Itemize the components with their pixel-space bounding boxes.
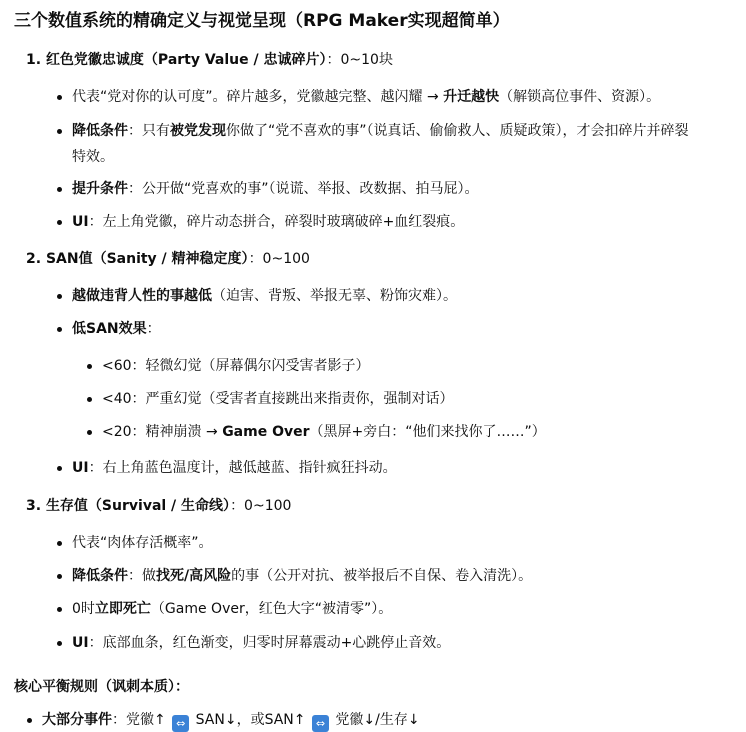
bullet-dot bbox=[57, 187, 62, 192]
item-text: 党徽↓/生存↓ bbox=[335, 712, 420, 728]
section-number: 3. bbox=[26, 498, 42, 514]
sub-list-item: <60：轻微幻觉（屏幕偶尔闪受害者影子） bbox=[102, 358, 370, 374]
bullet-dot bbox=[57, 95, 62, 100]
item-emphasis: 找死/高风险 bbox=[156, 568, 232, 584]
list-item bbox=[72, 212, 464, 232]
bullet-dot bbox=[57, 607, 62, 612]
section-title: SAN值（Sanity / 精神稳定度） bbox=[45, 251, 249, 267]
section-number: 1. bbox=[26, 52, 42, 68]
list-item bbox=[42, 710, 420, 732]
bullet-dot bbox=[57, 641, 62, 646]
section-heading-party-value bbox=[26, 50, 393, 70]
item-label: UI bbox=[72, 635, 89, 651]
item-text: ：做 bbox=[128, 568, 156, 584]
item-label: UI bbox=[72, 214, 89, 230]
bullet-dot bbox=[57, 129, 62, 134]
item-label: 低SAN效果 bbox=[72, 321, 147, 337]
section-title: 生存值（Survival / 生命线） bbox=[45, 498, 231, 514]
item-text: ：底部血条，红色渐变，归零时屏幕震动+心跳停止音效。 bbox=[88, 635, 451, 651]
sub-bullet-dot bbox=[87, 397, 92, 402]
list-item bbox=[72, 179, 479, 199]
list-item bbox=[72, 458, 397, 478]
section-title: 红色党徽忠诚度（Party Value / 忠诚碎片） bbox=[45, 52, 327, 68]
section-number: 2. bbox=[26, 251, 42, 267]
page-title: 三个数值系统的精确定义与视觉呈现（RPG Maker实现超简单） bbox=[14, 11, 510, 31]
section-range: ：0~10块 bbox=[326, 52, 393, 68]
item-text: ：党徽↑ bbox=[112, 712, 166, 728]
bullet-dot bbox=[27, 718, 32, 723]
item-text: 你做了“党不喜欢的事”（说真话、偷偷救人、质疑政策），才会扣碎片并碎裂 bbox=[226, 123, 689, 139]
item-text: （黑屏+旁白：“他们来找你了……”） bbox=[309, 424, 546, 440]
sub-bullet-dot bbox=[87, 364, 92, 369]
item-label: 降低条件 bbox=[72, 568, 128, 584]
item-text: 代表“党对你的认可度”。碎片越多，党徽越完整、越闪耀 → bbox=[72, 89, 444, 105]
sub-bullet-dot bbox=[87, 430, 92, 435]
sub-list-item bbox=[102, 422, 546, 442]
list-item-continuation: 特效。 bbox=[72, 149, 114, 165]
list-item bbox=[72, 87, 660, 107]
bullet-dot bbox=[57, 220, 62, 225]
item-emphasis: Game Over bbox=[222, 424, 310, 440]
bullet-dot bbox=[57, 466, 62, 471]
bullet-dot bbox=[57, 327, 62, 332]
item-text: ： bbox=[146, 321, 161, 337]
item-label: 大部分事件 bbox=[42, 712, 112, 728]
section-heading-sanity bbox=[26, 249, 310, 269]
item-emphasis: 被党发现 bbox=[170, 123, 226, 139]
item-text: ：公开做“党喜欢的事”（说谎、举报、改数据、拍马屁）。 bbox=[128, 181, 479, 197]
item-text: ：只有 bbox=[128, 123, 170, 139]
item-label: UI bbox=[72, 460, 89, 476]
bullet-dot bbox=[57, 541, 62, 546]
list-item bbox=[72, 286, 457, 306]
item-emphasis: 越做违背人性的事越低 bbox=[72, 288, 212, 304]
bullet-dot bbox=[57, 574, 62, 579]
item-label: 提升条件 bbox=[72, 181, 128, 197]
list-item bbox=[72, 319, 161, 339]
item-text: SAN↓，或SAN↑ bbox=[195, 712, 306, 728]
left-right-arrow-icon: ⇔ bbox=[172, 715, 189, 732]
list-item bbox=[72, 599, 392, 619]
section-range: ：0~100 bbox=[248, 251, 310, 267]
item-label: 降低条件 bbox=[72, 123, 128, 139]
item-emphasis: 升迁越快 bbox=[443, 89, 500, 105]
sub-list-item: <40：严重幻觉（受害者直接跳出来指责你，强制对话） bbox=[102, 391, 454, 407]
list-item bbox=[72, 533, 213, 553]
item-text: ：左上角党徽，碎片动态拼合，碎裂时玻璃破碎+血红裂痕。 bbox=[88, 214, 465, 230]
list-item bbox=[72, 633, 450, 653]
item-text: （Game Over，红色大字“被清零”）。 bbox=[150, 601, 393, 617]
item-text: （解锁高位事件、资源）。 bbox=[499, 89, 661, 105]
left-right-arrow-icon: ⇔ bbox=[312, 715, 329, 732]
section-heading-survival bbox=[26, 496, 291, 516]
item-text: 代表“肉体存活概率”。 bbox=[72, 535, 213, 551]
item-text: （迫害、背叛、举报无辜、粉饰灾难）。 bbox=[212, 288, 457, 304]
bullet-dot bbox=[57, 294, 62, 299]
section-range: ：0~100 bbox=[230, 498, 292, 514]
item-text: <20：精神崩溃 → bbox=[102, 424, 223, 440]
item-text: ：右上角蓝色温度计，越低越蓝、指针疯狂抖动。 bbox=[88, 460, 397, 476]
list-item bbox=[72, 566, 532, 586]
list-item bbox=[72, 121, 689, 141]
item-text: 的事（公开对抗、被举报后不自保、卷入清洗）。 bbox=[231, 568, 533, 584]
item-emphasis: 立即死亡 bbox=[94, 601, 151, 617]
item-text: 0时 bbox=[72, 601, 95, 617]
balance-heading: 核心平衡规则（讽刺本质）： bbox=[14, 679, 189, 695]
